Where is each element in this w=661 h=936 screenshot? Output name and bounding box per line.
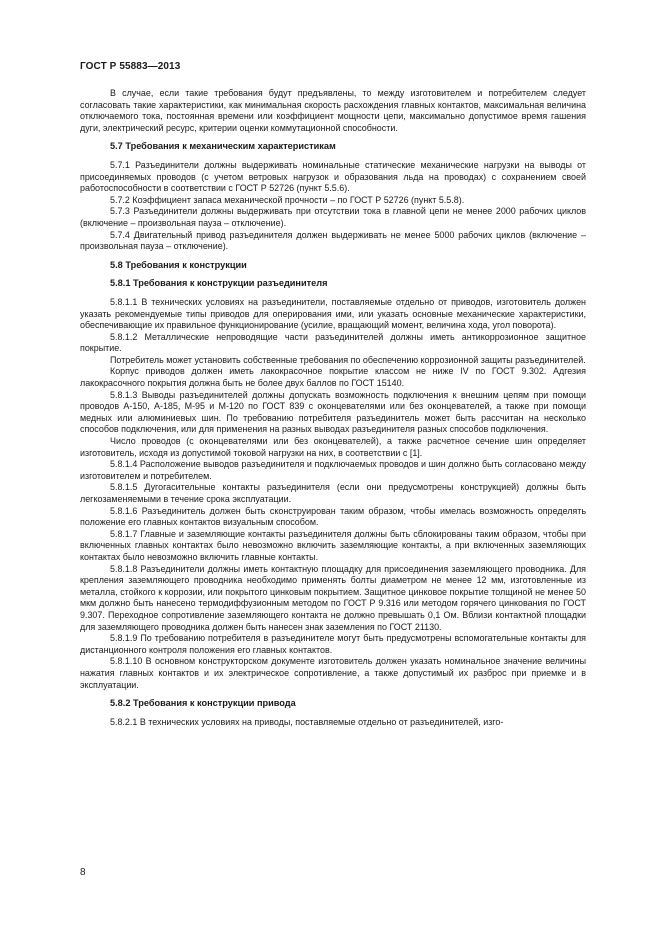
document-body — [80, 88, 586, 728]
paragraph: 5.7.2 Коэффициент запаса механической прочности – по ГОСТ Р 52726 (пункт 5.5.8). — [110, 194, 465, 205]
paragraph: 5.8.1.6 Разъединитель должен быть сконструирован таким образом, чтобы имелась возможность определять положение его главных контактов визуальным способом. — [80, 505, 586, 528]
paragraph: 5.8.1.8 Разъединители должны иметь контактную площадку для присоединения заземляющего проводника. Для крепления заземляющего проводника необходимо применять болты диаметром не менее 12 мм, изготовленные из металла, стойкого к коррозии, или покрытого цинковым покрытием. Защитное цинковое покрытие толщиной не менее 50 мкм должно быть нанесено термодиффузионным методом по ГОСТ Р 9.316 или методом горячего цинкования по ГОСТ 9.307. Переходное сопротивление заземляющего контакта не должно превышать 0,1 Ом. Вблизи контактной площадки для заземляющего проводника должен быть нанесен знак заземления по ГОСТ 21130. — [80, 563, 586, 632]
paragraph: 5.8.1.7 Главные и заземляющие контакты разъединителя должны быть сблокированы таким образом, чтобы при включенных главных контактах было невозможно включить заземляющие контакты, а при включенных заземляющих контактах было невозможно включить главные контакты. — [80, 528, 586, 562]
subsection-heading: 5.8.2 Требования к конструкции привода — [110, 698, 296, 709]
paragraph: 5.7.3 Разъединители должны выдерживать при отсутствии тока в главной цепи не менее 2000 рабочих циклов (включение – произвольная пауза – отключение). — [80, 206, 586, 228]
subsection-heading: 5.8.1 Требования к конструкции разъединителя — [110, 278, 328, 289]
paragraph: 5.8.1.5 Дугогасительные контакты разъединителя (если они предусмотрены конструкцией) должны быть легкозаменяемыми в течение срока эксплуатации. — [80, 482, 586, 504]
document-header: ГОСТ Р 55883—2013 — [80, 61, 181, 72]
paragraph: 5.8.1.9 По требованию потребителя в разъединителе могут быть предусмотрены вспомогательные контакты для дистанционного контроля положения его главных контактов. — [80, 633, 586, 655]
section-heading: 5.8 Требования к конструкции — [110, 259, 247, 270]
paragraph: Число проводов (с оконцевателями или без оконцевателей), а также расчетное сечение шин определяет изготовитель, исходя из допустимой токовой нагрузки на них, в соответствии с [1]. — [80, 436, 586, 458]
section-heading: 5.7 Требования к механическим характеристикам — [110, 141, 336, 152]
paragraph: 5.8.1.10 В основном конструкторском документе изготовитель должен указать номинальное значение величины нажатия главных контактов и их электрическое сопротивление, а также допустимый их разброс при приемке и в эксплуатации. — [80, 656, 586, 690]
paragraph: Корпус приводов должен иметь лакокрасочное покрытие классом не ниже IV по ГОСТ 9.302. Адгезия лакокрасочного покрытия должна быть не более двух баллов по ГОСТ 15140. — [80, 366, 586, 389]
paragraph: В случае, если такие требования будут предъявлены, то между изготовителем и потребителем следует согласовать такие характеристики, как минимальная скорость расхождения главных контактов, максимальная величина отключаемого тока, постоянная времени или коэффициент мощности цепи, максимально допустимое время гашения дуги, электрический ресурс, критерии оценки коммутационной способности. — [80, 88, 586, 133]
paragraph: 5.7.4 Двигательный привод разъединителя должен выдерживать не менее 5000 рабочих циклов (включение – произвольная пауза – отключение). — [80, 229, 586, 252]
paragraph: 5.8.1.1 В технических условиях на разъединители, поставляемые отдельно от приводов, изготовитель должен указать рекомендуемые типы приводов для оперирования ими, или указать основные механические характеристики, обеспечивающие их правильное функционирование (усилие, вращающий момент, величина хода, угол поворота). — [80, 296, 586, 331]
paragraph: 5.7.1 Разъединители должны выдерживать номинальные статические механические нагрузки на выводы от присоединяемых проводов (с учетом ветровых нагрузок и образования льда на проводах) с сохранением своей работоспособности в соответствии с ГОСТ Р 52726 (пункт 5.5.6). — [80, 159, 586, 194]
paragraph: 5.8.2.1 В технических условиях на приводы, поставляемые отдельно от разъединителей, изго- — [110, 716, 504, 727]
paragraph: 5.8.1.3 Выводы разъединителей должны допускать возможность подключения к внешним цепям при помощи проводов А-150, А-185, М-95 и М-120 по ГОСТ 839 с оконцевателями или без оконцевателей, а также при помощи медных или алюминиевых шин. По требованию потребителя разъединитель может быть рассчитан на несколько способов подключения, или для применения на разных выводах разъединителя разных способов подключения. — [80, 389, 586, 435]
paragraph: 5.8.1.2 Металлические непроводящие части разъединителей должны иметь антикоррозионное защитное покрытие. — [80, 331, 586, 354]
page-number: 8 — [80, 867, 86, 878]
paragraph: Потребитель может установить собственные требования по обеспечению коррозионной защиты разъединителей. — [110, 354, 586, 365]
paragraph: 5.8.1.4 Расположение выводов разъединителя и подключаемых проводов и шин должно быть согласовано между изготовителем и потребителем. — [80, 459, 586, 481]
